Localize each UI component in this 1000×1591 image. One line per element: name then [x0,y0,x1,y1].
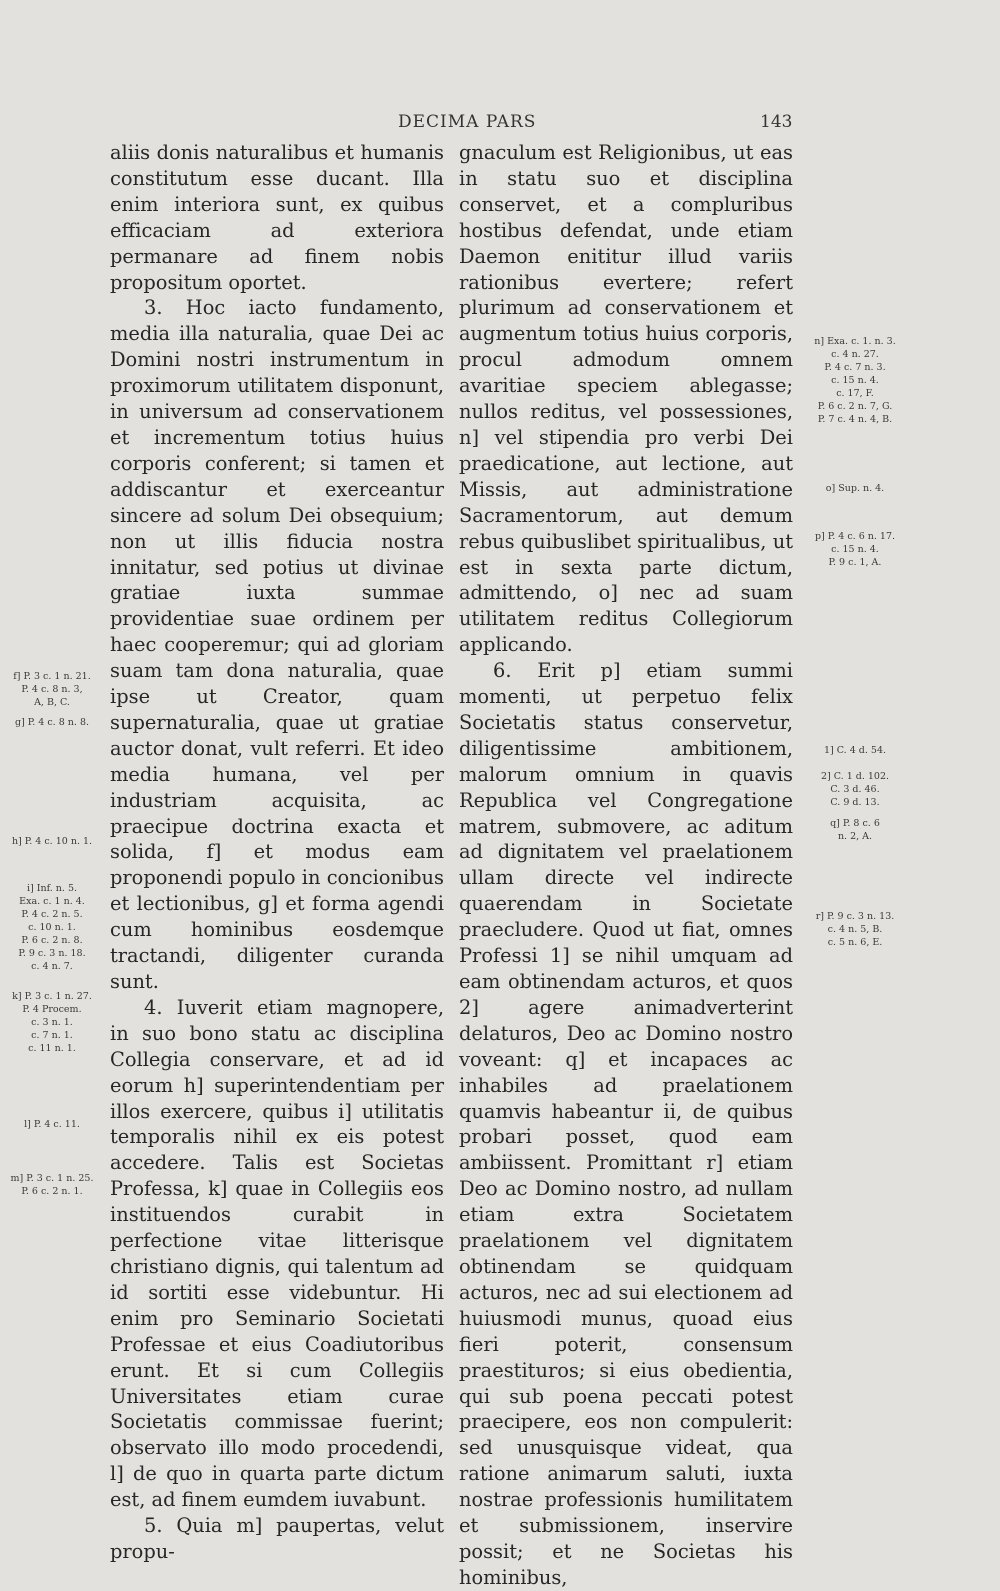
paragraph: 3. Hoc iacto fundamento, media illa naturalia, quae Dei ac Domini nostri instrumentum in proximorum utilitatem disponunt, in universum ad conservationem et incrementum totius huius corporis conferent; si tamen et addiscantur et exerceantur sincere ad solum Dei obsequium; non ut illis fiducia nostra innitatur, sed potius ut divinae gratiae iuxta summae providentiae suae ordinem per haec cooperemur; qui ad gloriam suam tam dona naturalia, quae ipse ut Creator, quam supernaturalia, quae ut gratiae auctor donat, vult referri. Et ideo media humana, vel per industriam acquisita, ac praecipue doctrina exacta et solida, f] et modus eam proponendi populo in concionibus et lectionibus, g] et forma agendi cum hominibus eosdemque tractandi, diligenter curanda sunt. [110,296,444,993]
paragraph: aliis donis naturalibus et humanis constitutum esse ducant. Illa enim interiora sunt, ex quibus efficaciam ad exteriora permanare ad finem nobis propositum oportet. [110,141,444,294]
margin-note: l] P. 4 c. 11. [24,1119,80,1130]
margin-note: p] P. 4 c. 6 n. 17. c. 15 n. 4. P. 9 c. 1, A. [814,531,896,568]
margin-note: g] P. 4 c. 8 n. 8. [14,717,90,728]
paragraph: gnaculum est Religionibus, ut eas in statu suo et disciplina conservet, et a compluribus hostibus defendat, unde etiam Daemon enititur illud variis rationibus evertere; refert plurimum ad conservationem et augmentum totius huius corporis, procul admodum omnem avaritiae speciem ablegasse; nullos reditus, vel possessiones, n] vel stipendia pro verbi Dei praedicatione, aut lectione, aut Missis, aut administratione Sacramentorum, aut demum rebus quibuslibet spiritualibus, ut est in sexta parte dictum, admittendo, o] nec ad suam utilitatem reditus Collegiorum applicando. [459,141,793,657]
paragraph: 6. Erit p] etiam summi momenti, ut perpetuo felix Societatis status conservetur, diligentissime ambitionem, malorum omnium in quavis Republica vel Congregatione matrem, submovere, ac aditum ad dignitatem vel praelationem ullam directe vel indirecte quaerendam in Societate praecludere. Quod ut fiat, omnes Professi 1] se nihil umquam ad eam obtinendam acturos, et quos 2] agere animadverterint delaturos, Deo ac Domino nostro voveant: q] et incapaces ac inhabiles ad praelationem quamvis habeantur ii, de quibus probari posset, quod eam ambiissent. Promittant r] etiam Deo ac Domino nostro, ad nullam etiam extra Societatem praelationem vel dignitatem obtinendam se quidquam acturos, nec ad sui electionem ad huiusmodi munus, quoad eius fieri poterit, consensum praestituros; si eius obedientia, qui sub poena peccati potest praecipere, eos non compulerit: sed unusquisque videat, qua ratione animarum saluti, iuxta nostrae professionis humilitatem et submissionem, inservire possit; et ne Societas his hominibus, [459,659,793,1589]
right-text-column [459,140,793,1591]
margin-note: h] P. 4 c. 10 n. 1. [11,836,93,847]
margin-note: i] Inf. n. 5. Exa. c. 1 n. 4. P. 4 c. 2 n. 5. c. 10 n. 1. P. 6 c. 2 n. 8. P. 9 c. 3 n. 18. c. 4 n. 7. [18,883,86,972]
margin-note: n] Exa. c. 1. n. 3. c. 4 n. 27. P. 4 c. 7 n. 3. c. 15 n. 4. c. 17, F. P. 6 c. 2 n. 7, G. P. 7 c. 4 n. 4, B. [814,336,896,425]
paragraph: 4. Iuverit etiam magnopere, in suo bono statu ac disciplina Collegia conservare, et ad id eorum h] superintendentiam per illos exercere, quibus i] utilitatis temporalis nihil ex eis potest accedere. Talis est Societas Professa, k] quae in Collegiis eos instituendos curabit in perfectione vitae litterisque christiano dignis, qui talentum ad id sortiti esse videbuntur. Hi enim pro Seminario Societati Professae et eius Coadiutoribus erunt. Et si cum Collegiis Universitates etiam curae Societatis commissae fuerint; observato illo modo procedendi, l] de quo in quarta parte dictum est, ad finem eumdem iuvabunt. [110,995,444,1512]
margin-note: q] P. 8 c. 6 n. 2, A. [830,818,880,842]
margin-note: o] Sup. n. 4. [825,483,885,494]
running-header: DECIMA PARS [398,112,537,132]
left-text-column [110,140,444,1565]
margin-note: k] P. 3 c. 1 n. 27. P. 4 Procem. c. 3 n. 1. c. 7 n. 1. c. 11 n. 1. [12,991,92,1054]
paragraph: 5. Quia m] paupertas, velut propu- [110,1514,444,1563]
margin-note: 1] C. 4 d. 54. [823,745,887,756]
margin-note: m] P. 3 c. 1 n. 25. P. 6 c. 2 n. 1. [10,1173,94,1197]
margin-note: r] P. 9 c. 3 n. 13. c. 4 n. 5, B. c. 5 n. 6, E. [815,911,895,948]
margin-note: 2] C. 1 d. 102. C. 3 d. 46. C. 9 d. 13. [820,771,890,808]
page-number: 143 [760,112,793,132]
margin-note: f] P. 3 c. 1 n. 21. P. 4 c. 8 n. 3, A, B, C. [13,671,91,708]
